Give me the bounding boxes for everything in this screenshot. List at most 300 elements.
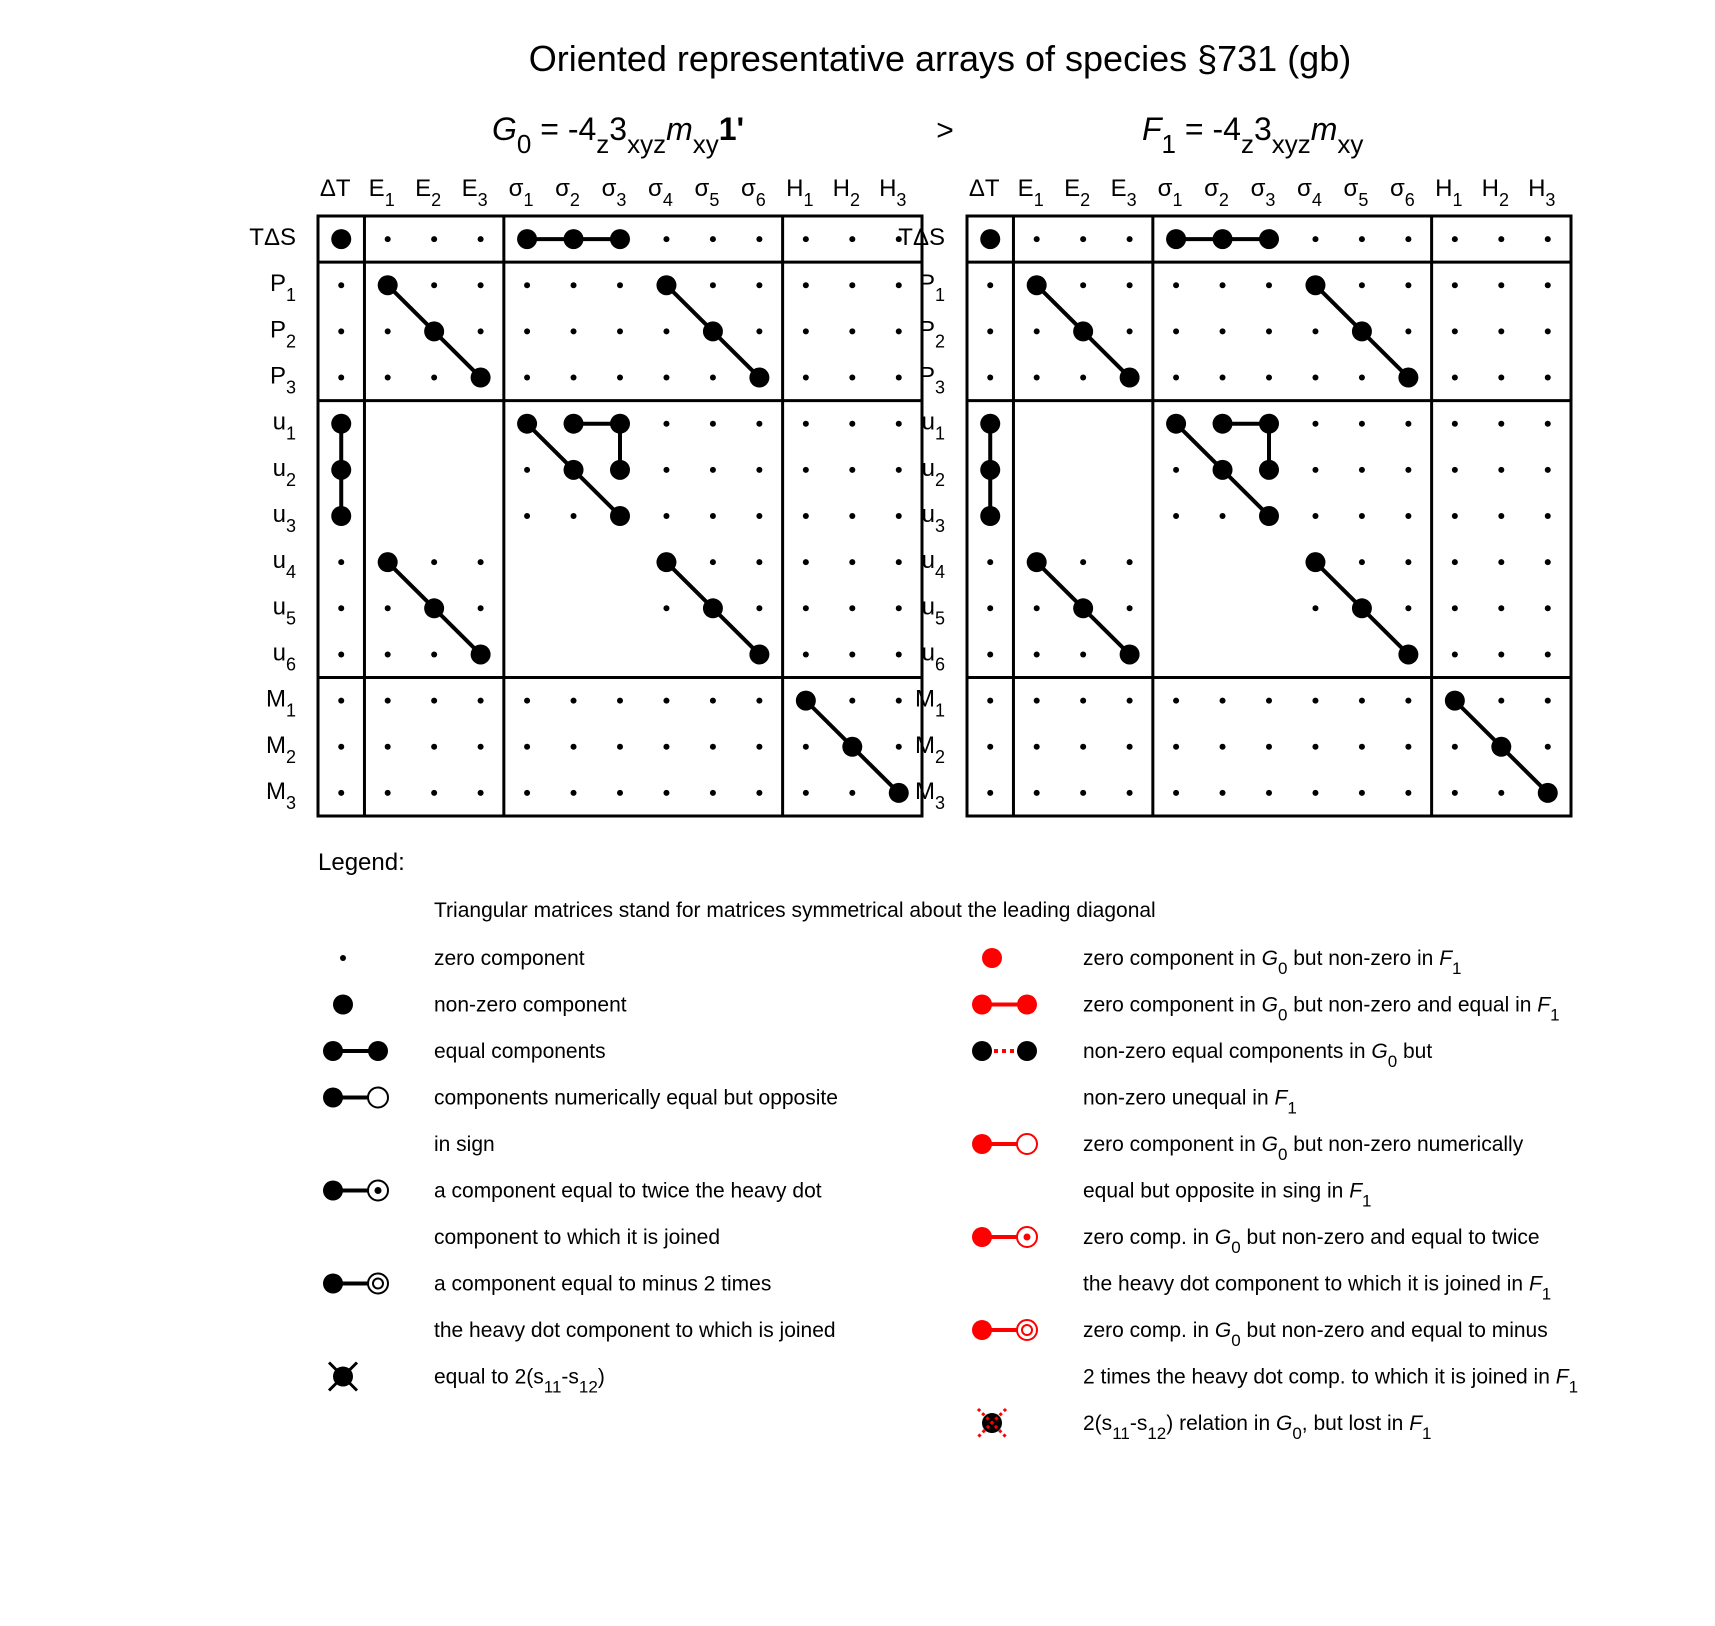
row-header-main: u [921, 639, 935, 667]
zero-component-dot [1127, 282, 1133, 288]
legend-entry-text-part: but [1397, 1040, 1433, 1063]
row-header [898, 224, 945, 251]
zero-component-dot [1545, 513, 1551, 519]
row-header-sub: 1 [934, 285, 945, 306]
nonzero-component-dot [656, 275, 676, 295]
zero-component-dot [710, 375, 716, 381]
zero-component-dot [803, 467, 809, 473]
zero-component-dot [756, 282, 762, 288]
left-group-formula-part: m [666, 111, 693, 147]
zero-component-dot [663, 744, 669, 750]
legend-entry-text-part: the heavy dot component to which it is joined in [1083, 1272, 1529, 1296]
zero-component-dot [431, 236, 437, 242]
legend-entry-text-part: G [1261, 947, 1278, 970]
left-group-formula-part: 0 [516, 129, 532, 159]
row-header-sub: 2 [934, 331, 945, 352]
column-header [1064, 175, 1090, 210]
row-header-sub: 3 [934, 516, 945, 536]
symbol-open-dot [1017, 1134, 1037, 1154]
row-header [922, 547, 945, 582]
symbol-dot [368, 1041, 388, 1061]
right-array-F1 [898, 175, 1571, 816]
zero-component-dot [756, 421, 762, 427]
zero-component-dot [1173, 513, 1179, 519]
legend-entry-text-part: 1 [1452, 959, 1462, 978]
zero-component-dot [756, 559, 762, 565]
row-header [915, 732, 945, 767]
row-header-sub: 5 [285, 608, 296, 629]
zero-component-dot [1405, 698, 1411, 704]
column-header [320, 175, 351, 202]
row-header-sub: 2 [934, 469, 945, 490]
zero-component-dot [617, 375, 623, 381]
zero-component-dot [1498, 698, 1504, 704]
zero-component-dot [431, 698, 437, 704]
legend-note: Triangular matrices stand for matrices symmetrical about the leading diagonal [434, 899, 1156, 922]
zero-component-dot [663, 375, 669, 381]
zero-component-dot [987, 559, 993, 565]
zero-component-dot [1266, 375, 1272, 381]
legend-entry-text-part: , but lost in [1301, 1412, 1410, 1435]
zero-component-dot [756, 328, 762, 334]
zero-component-dot [524, 328, 530, 334]
legend-entry-text-part: 0 [1277, 1005, 1288, 1025]
zero-component-dot [803, 559, 809, 565]
left-group-formula-part: xy [692, 129, 719, 159]
zero-component-dot [385, 698, 391, 704]
column-header-sub: 5 [709, 190, 720, 210]
zero-component-dot [1498, 421, 1504, 427]
legend-entry-text-part: a component equal to minus 2 times [434, 1272, 772, 1296]
column-header [1482, 175, 1509, 210]
zero-component-dot [849, 790, 855, 796]
column-header [509, 175, 534, 210]
column-header-main: H [1435, 175, 1453, 202]
symbol-open-dot [368, 1088, 388, 1108]
zero-component-dot [803, 744, 809, 750]
zero-component-dot [1452, 513, 1458, 519]
zero-component-dot [478, 328, 484, 334]
zero-component-dot [1452, 605, 1458, 611]
zero-component-dot [1545, 328, 1551, 334]
nonzero-component-dot [424, 321, 444, 341]
symbol-dot [972, 995, 992, 1015]
row-header-main: P [918, 362, 935, 390]
legend-entry-text [1083, 1412, 1431, 1443]
zero-component-dot [1405, 744, 1411, 750]
zero-component-dot [338, 744, 344, 750]
legend-entry-text-part: component to which it is joined [434, 1226, 720, 1249]
zero-component-dot [1034, 698, 1040, 704]
row-header [273, 409, 296, 444]
column-header-sub: 2 [1080, 190, 1091, 210]
dotted-pair-symbol [972, 1041, 1037, 1061]
nonzero-component-dot [331, 414, 351, 434]
legend-entry-text-part: zero component in [1083, 947, 1262, 970]
column-header-sub: 3 [1545, 190, 1556, 210]
nonzero-component-dot [331, 506, 351, 526]
zero-component-dot [1220, 282, 1226, 288]
column-header-main: σ [740, 175, 756, 202]
row-header-main: P [918, 270, 935, 298]
zero-component-dot [1545, 421, 1551, 427]
right-group-formula-part: xyz [1271, 129, 1311, 159]
zero-component-dot [1405, 282, 1411, 288]
zero-component-dot [338, 559, 344, 565]
column-header [1204, 175, 1229, 210]
row-header-sub: 1 [934, 700, 945, 721]
nonzero-component-dot [564, 414, 584, 434]
zero-component-dot [849, 236, 855, 242]
page-title: Oriented representative arrays of species §731 (gb) [528, 38, 1352, 79]
column-header-sub: 1 [1172, 190, 1183, 210]
row-header-main: M [914, 685, 935, 713]
right-group-formula-part: z [1240, 129, 1254, 159]
legend-entry-text [1083, 1319, 1548, 1350]
red-equal-pair-symbol [972, 995, 1037, 1015]
zero-component-dot [987, 282, 993, 288]
legend-entry-text-part: F [1439, 947, 1453, 970]
zero-component-dot [849, 282, 855, 288]
column-header [1528, 175, 1555, 210]
legend-entry-text-part: non-zero unequal in [1083, 1086, 1275, 1110]
zero-component-dot [385, 605, 391, 611]
column-header-main: E [461, 175, 478, 202]
zero-component-dot [1312, 236, 1318, 242]
column-header-sub: 6 [1404, 190, 1415, 210]
nonzero-component-dot [1166, 229, 1186, 249]
zero-component-dot [710, 698, 716, 704]
nonzero-component-dot [424, 598, 444, 618]
nonzero-component-dot [1259, 460, 1279, 480]
row-header [270, 363, 296, 398]
zero-component-dot [1545, 467, 1551, 473]
nonzero-component-dot [1445, 691, 1465, 711]
row-header [249, 224, 296, 251]
zero-component-dot [1220, 328, 1226, 334]
legend-entry-text-part: but non-zero in [1287, 947, 1440, 970]
zero-component-dot [1266, 744, 1272, 750]
zero-component-dot [1545, 605, 1551, 611]
column-header [695, 175, 720, 210]
zero-component-dot [1452, 744, 1458, 750]
zero-component-dot [385, 790, 391, 796]
row-header-main: TΔS [249, 224, 296, 252]
column-header-sub: 5 [1358, 190, 1369, 210]
column-header-sub: 1 [523, 190, 534, 210]
zero-component-dot [710, 513, 716, 519]
zero-component-dot [478, 790, 484, 796]
row-header-sub: 4 [934, 562, 945, 583]
legend-entry-text [1083, 1087, 1297, 1118]
nonzero-component-dot [842, 737, 862, 757]
row-header [915, 686, 945, 721]
zero-component-dot [987, 375, 993, 381]
row-header-main: P [269, 362, 286, 390]
column-header-sub: 2 [431, 190, 442, 210]
row-header-main: M [914, 777, 935, 805]
zero-component-dot [896, 605, 902, 611]
small-dot-symbol [340, 955, 346, 961]
column-header [1344, 175, 1369, 210]
legend-entry-text-part: zero comp. in [1083, 1319, 1215, 1342]
zero-component-dot [1312, 467, 1318, 473]
legend-entry-text-part: but non-zero numerically [1287, 1133, 1524, 1156]
column-header-sub: 1 [803, 190, 814, 210]
row-header [273, 593, 296, 628]
zero-component-dot [524, 467, 530, 473]
zero-component-dot [1080, 559, 1086, 565]
zero-component-dot [663, 605, 669, 611]
nonzero-component-dot [1305, 275, 1325, 295]
legend-entry-text-part: 1 [1287, 1098, 1297, 1118]
legend-entry-text [434, 1226, 720, 1249]
legend-entry-text-part: the heavy dot component to which is joined [434, 1319, 836, 1342]
zero-component-dot [987, 328, 993, 334]
zero-component-dot [1312, 421, 1318, 427]
column-header-main: σ [601, 175, 617, 202]
row-header-main: u [272, 408, 286, 436]
legend-entry-text-part: F [1555, 1365, 1569, 1389]
row-header-sub: 6 [934, 654, 945, 675]
zero-component-dot [1312, 744, 1318, 750]
legend-entry-text [1083, 947, 1461, 978]
zero-component-dot [849, 467, 855, 473]
column-header-sub: 3 [1126, 190, 1137, 210]
column-header [969, 175, 1000, 202]
zero-component-dot [1034, 236, 1040, 242]
zero-component-dot [987, 790, 993, 796]
nonzero-component-dot [1027, 552, 1047, 572]
column-header [462, 175, 488, 210]
legend-entry-text-part: 0 [1277, 959, 1288, 978]
zero-component-dot [1173, 282, 1179, 288]
zero-component-dot [1080, 375, 1086, 381]
zero-component-dot [1498, 605, 1504, 611]
left-group-formula-part: = -4 [531, 111, 597, 147]
zero-component-dot [756, 744, 762, 750]
zero-component-dot [849, 328, 855, 334]
row-header-sub: 3 [285, 377, 296, 398]
zero-component-dot [896, 328, 902, 334]
nonzero-component-dot [749, 644, 769, 664]
row-header-sub: 2 [285, 746, 296, 767]
row-header-sub: 1 [285, 423, 296, 444]
zero-component-dot [1452, 651, 1458, 657]
zero-component-dot [1266, 790, 1272, 796]
zero-component-dot [431, 651, 437, 657]
zero-component-dot [1359, 375, 1365, 381]
zero-component-dot [1498, 651, 1504, 657]
column-header-sub: 1 [1033, 190, 1044, 210]
zero-component-dot [803, 605, 809, 611]
zero-component-dot [756, 236, 762, 242]
column-header-main: σ [1343, 175, 1359, 202]
nonzero-component-dot [796, 691, 816, 711]
zero-component-dot [1312, 513, 1318, 519]
zero-component-dot [1545, 698, 1551, 704]
legend-entry-text [434, 1273, 771, 1296]
zero-component-dot [1452, 421, 1458, 427]
zero-component-dot [803, 651, 809, 657]
zero-component-dot [385, 651, 391, 657]
legend-entry-text [434, 1180, 822, 1203]
row-header-main: u [921, 501, 935, 528]
zero-component-dot [431, 559, 437, 565]
nonzero-component-dot [1213, 229, 1233, 249]
zero-component-dot [1312, 698, 1318, 704]
zero-component-dot [710, 559, 716, 565]
zero-component-dot [338, 605, 344, 611]
twice-pair-symbol [323, 1181, 388, 1201]
red-opposite-pair-symbol [972, 1134, 1037, 1154]
zero-component-dot [849, 421, 855, 427]
zero-component-dot [524, 698, 530, 704]
zero-component-dot [1359, 236, 1365, 242]
nonzero-component-dot [1398, 368, 1418, 388]
column-header [415, 175, 441, 210]
column-header-main: σ [1157, 175, 1173, 202]
left-group-formula [492, 111, 744, 159]
row-header-main: M [265, 777, 286, 805]
legend-entry-text-part: equal but opposite in sing in [1083, 1179, 1350, 1203]
legend-left-column [323, 947, 838, 1397]
column-header-sub: 2 [1498, 190, 1509, 210]
row-header-sub: 3 [285, 516, 296, 536]
column-header [786, 175, 813, 210]
column-header-sub: 3 [477, 190, 488, 210]
zero-component-dot [431, 375, 437, 381]
row-header-main: P [269, 270, 286, 298]
zero-component-dot [663, 467, 669, 473]
zero-component-dot [1220, 513, 1226, 519]
zero-component-dot [1498, 467, 1504, 473]
legend-entry-text-part: 1 [1422, 1424, 1432, 1443]
nonzero-component-dot [517, 229, 537, 249]
column-header [1297, 175, 1322, 210]
column-header-sub: 4 [662, 190, 673, 210]
zero-component-dot [1405, 559, 1411, 565]
legend-entry-text [434, 1319, 836, 1342]
nonzero-component-dot [1259, 414, 1279, 434]
zero-component-dot [1452, 559, 1458, 565]
nonzero-component-dot [610, 506, 630, 526]
row-header-main: TΔS [898, 224, 945, 252]
nonzero-component-dot [610, 229, 630, 249]
legend-entry-text [434, 1133, 495, 1156]
zero-component-dot [478, 236, 484, 242]
left-group-formula-part: 3 [609, 111, 628, 147]
nonzero-component-dot [331, 229, 351, 249]
zero-component-dot [1220, 375, 1226, 381]
row-header [922, 455, 945, 490]
legend-entry-text-part: G [1261, 993, 1278, 1017]
zero-component-dot [571, 744, 577, 750]
row-header-sub: 4 [285, 562, 296, 583]
zero-component-dot [1266, 698, 1272, 704]
zero-component-dot [338, 790, 344, 796]
legend-entry-text-part: 0 [1387, 1052, 1398, 1071]
zero-component-dot [710, 467, 716, 473]
column-header-main: E [1064, 175, 1081, 202]
row-header-main: u [272, 547, 286, 575]
nonzero-component-dot [331, 460, 351, 480]
legend-entry-text-part: but non-zero and equal in [1287, 993, 1538, 1017]
zero-component-dot [1498, 790, 1504, 796]
nonzero-component-dot [980, 229, 1000, 249]
row-header-main: u [921, 547, 935, 575]
zero-component-dot [338, 698, 344, 704]
zero-component-dot [849, 605, 855, 611]
legend-entry-text-part: but non-zero and equal to twice [1240, 1226, 1540, 1249]
zero-component-dot [1173, 698, 1179, 704]
zero-component-dot [431, 790, 437, 796]
right-group-formula-part: m [1310, 111, 1338, 147]
zero-component-dot [571, 790, 577, 796]
row-header-sub: 1 [934, 423, 945, 444]
row-header-sub: 6 [285, 654, 296, 675]
zero-component-dot [663, 421, 669, 427]
right-group-formula-part: F [1142, 111, 1162, 147]
zero-component-dot [1545, 236, 1551, 242]
zero-component-dot [1080, 698, 1086, 704]
zero-component-dot [1034, 328, 1040, 334]
row-header-main: M [914, 731, 935, 759]
nonzero-component-dot [703, 321, 723, 341]
zero-component-dot [849, 698, 855, 704]
legend-entry-text [434, 947, 585, 970]
zero-component-dot [803, 513, 809, 519]
zero-component-dot [571, 328, 577, 334]
zero-component-dot [1220, 744, 1226, 750]
zero-component-dot [803, 236, 809, 242]
zero-component-dot [1405, 605, 1411, 611]
symbol-dot [982, 948, 1002, 968]
zero-component-dot [1452, 282, 1458, 288]
nonzero-component-dot [1491, 737, 1511, 757]
legend-entry-text-part: components numerically equal but opposite [434, 1086, 838, 1110]
zero-component-dot [1405, 421, 1411, 427]
column-header-sub: 6 [755, 190, 766, 210]
symbol-open-dot [1017, 1320, 1037, 1340]
zero-component-dot [478, 698, 484, 704]
zero-component-dot [1359, 790, 1365, 796]
nonzero-component-dot [378, 275, 398, 295]
right-group-formula-part: 3 [1253, 111, 1272, 147]
legend-entry-text-part: non-zero equal components in [1083, 1040, 1372, 1063]
legend-entry-text-part: 1 [1568, 1377, 1579, 1397]
zero-component-dot [571, 513, 577, 519]
legend-entry-text-part: F [1349, 1179, 1363, 1203]
column-header [1111, 175, 1137, 210]
zero-component-dot [385, 236, 391, 242]
row-header-sub: 1 [285, 700, 296, 721]
row-header-sub: 2 [285, 331, 296, 352]
zero-component-dot [524, 744, 530, 750]
zero-component-dot [338, 651, 344, 657]
zero-component-dot [1405, 467, 1411, 473]
group-comparator: > [936, 114, 954, 147]
nonzero-component-dot [1259, 506, 1279, 526]
legend-entry-text-part: equal to 2(s [434, 1365, 544, 1389]
zero-component-dot [1359, 744, 1365, 750]
zero-component-dot [1405, 513, 1411, 519]
legend-entry-text [1083, 1226, 1540, 1257]
zero-component-dot [1173, 467, 1179, 473]
legend-entry-text-part: 1 [1541, 1284, 1552, 1304]
nonzero-component-dot [1120, 644, 1140, 664]
zero-component-dot [1452, 236, 1458, 242]
